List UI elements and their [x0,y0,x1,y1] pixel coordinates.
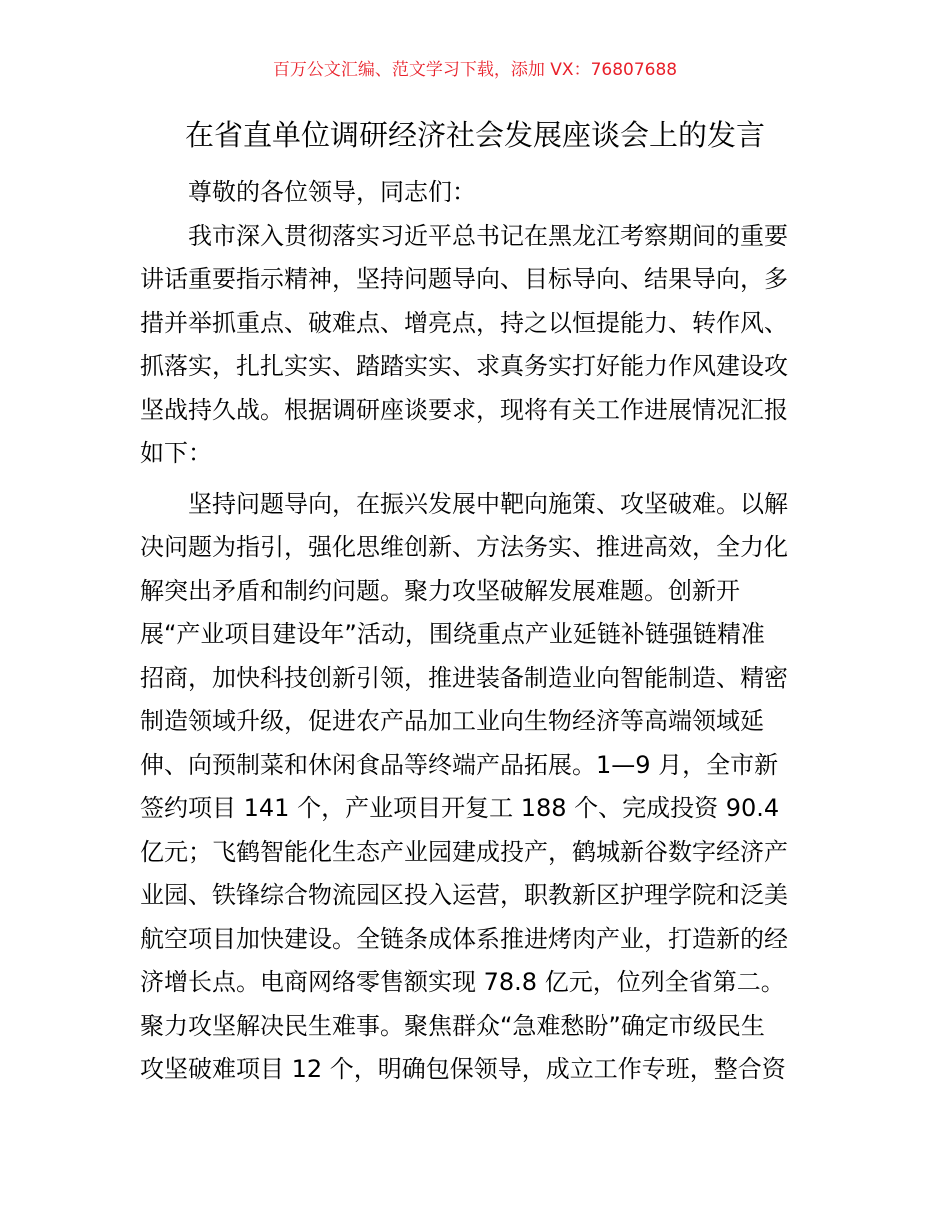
paragraph-line: 坚战持久战。根据调研座谈要求，现将有关工作进展情况汇报 [140,395,788,424]
paragraph-line: 攻坚破难项目 12 个，明确包保领导，成立工作专班，整合资 [140,1055,786,1083]
paragraph-1 [140,215,812,476]
paragraph-line: 我市深入贯彻落实习近平总书记在黑龙江考察期间的重要 [188,221,788,250]
paragraph-line: 业园、铁锋综合物流园区投入运营，职教新区护理学院和泛美 [140,881,788,909]
paragraph-line: 解突出矛盾和制约问题。聚力攻坚破解发展难题。创新开 [140,576,740,605]
paragraph-line: 抓落实，扎扎实实、踏踏实实、求真务实打好能力作风建设攻 [140,352,788,380]
paragraph-line: 制造领域升级，促进农产品加工业向生物经济等高端领域延 [140,707,764,735]
document-body [140,171,812,1092]
paragraph-line: 招商，加快科技创新引领，推进装备制造业向智能制造、精密 [140,663,788,692]
paragraph-line: 展“产业项目建设年”活动，围绕重点产业延链补链强链精准 [140,620,765,648]
paragraph-line: 讲话重要指示精神，坚持问题导向、目标导向、结果导向，多 [140,265,788,293]
paragraph-gap [140,476,812,483]
paragraph-line: 聚力攻坚解决民生难事。聚焦群众“急难愁盼”确定市级民生 [140,1011,765,1040]
paragraph-line: 如下： [140,439,212,467]
paragraph-line: 决问题为指引，强化思维创新、方法务实、推进高效，全力化 [140,533,788,561]
page-title: 在省直单位调研经济社会发展座谈会上的发言 [184,118,765,152]
paragraph-line: 亿元；飞鹤智能化生态产业园建成投产，鹤城新谷数字经济产 [140,837,788,866]
paragraph-line: 签约项目 141 个，产业项目开复工 188 个、完成投资 90.4 [140,794,780,822]
paragraph-line: 航空项目加快建设。全链条成体系推进烤肉产业，打造新的经 [140,924,788,953]
paragraph-line: 伸、向预制菜和休闲食品等终端产品拓展。1—9 月，全市新 [140,750,779,779]
paragraph-line: 济增长点。电商网络零售额实现 78.8 亿元，位列全省第二。 [140,968,785,996]
paragraph-2 [140,483,812,1092]
header-banner: 百万公文汇编、范文学习下载，添加 VX：76807688 [272,60,678,80]
paragraph-line: 措并举抓重点、破难点、增亮点，持之以恒提能力、转作风、 [140,308,788,337]
salutation: 尊敬的各位领导，同志们： [188,178,476,206]
paragraph-line: 坚持问题导向，在振兴发展中靶向施策、攻坚破难。以解 [188,489,788,518]
